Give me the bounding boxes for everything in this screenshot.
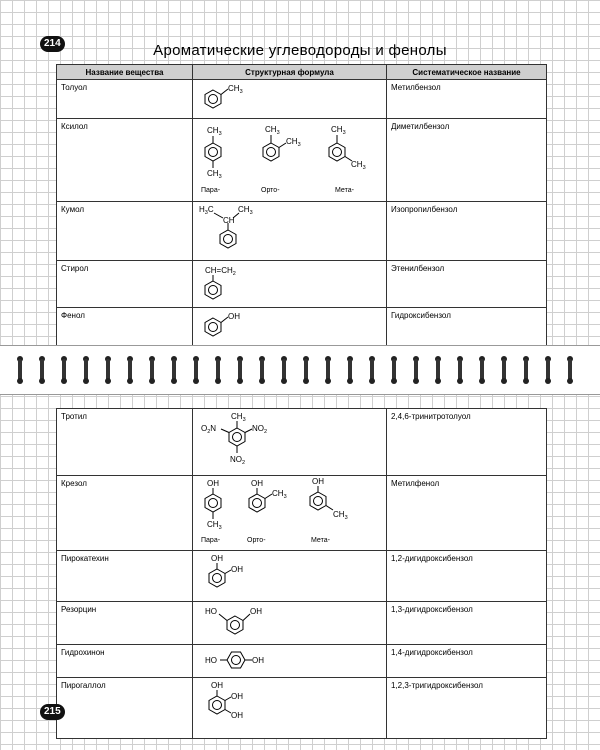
systematic-name: Этенилбензол [387, 261, 547, 308]
svg-text:CH: CH [223, 216, 235, 225]
binding-ring [214, 356, 222, 384]
svg-text:NO2: $NO_2$ [230, 455, 246, 466]
table-row [57, 678, 547, 739]
svg-text:CH3: $CH_3$ [238, 205, 253, 216]
phenol-structure [197, 310, 383, 342]
svg-text:OH: OH [231, 711, 243, 720]
xylene-structures [197, 121, 383, 197]
systematic-name: Диметилбензол [387, 119, 547, 202]
svg-text:OH: OH [312, 478, 324, 486]
structural-formula-styrene [193, 261, 387, 308]
substance-name: Фенол [57, 308, 193, 347]
binding-ring [258, 356, 266, 384]
svg-text:CH3: $CH_3$ [272, 489, 287, 500]
substance-name: Ксилол [57, 119, 193, 202]
svg-text:O2N: $O_2N$ [201, 424, 217, 435]
table-row [57, 308, 547, 347]
structural-formula-hydroquinone [193, 645, 387, 678]
systematic-name: 1,2-дигидроксибензол [387, 551, 547, 602]
binding-ring [346, 356, 354, 384]
systematic-name: 1,3-дигидроксибензол [387, 602, 547, 645]
binding-ring [368, 356, 376, 384]
svg-text:CH=CH2: $CH=CH_2$ [205, 266, 236, 277]
header-systematic: Систематическое название [387, 65, 547, 80]
table-row [57, 202, 547, 261]
spiral-binding [0, 345, 600, 395]
table-row [57, 476, 547, 551]
binding-ring [104, 356, 112, 384]
substance-name: Резорцин [57, 602, 193, 645]
substance-name: Стирол [57, 261, 193, 308]
cresol-structures [197, 478, 383, 546]
svg-text:H3C: $H_3C$ [199, 205, 214, 216]
svg-text:NO2: $NO_2$ [252, 424, 268, 435]
binding-ring [16, 356, 24, 384]
svg-text:HO: HO [205, 607, 217, 616]
table-row [57, 409, 547, 476]
styrene-structure [197, 263, 383, 303]
svg-text:HO: HO [205, 656, 217, 665]
structural-formula-resorcinol [193, 602, 387, 645]
structural-formula-cresol [193, 476, 387, 551]
svg-text:CH3: $CH_3$ [351, 160, 366, 171]
svg-text:OH: OH [251, 479, 263, 488]
binding-ring [126, 356, 134, 384]
svg-text:OH: OH [211, 681, 223, 690]
binding-ring [302, 356, 310, 384]
header-formula: Структурная формула [193, 65, 387, 80]
binding-ring [412, 356, 420, 384]
systematic-name: Гидроксибензол [387, 308, 547, 347]
substance-name: Тротил [57, 409, 193, 476]
substance-name: Толуол [57, 80, 193, 119]
table-header-row [57, 65, 547, 80]
systematic-name: Метилфенол [387, 476, 547, 551]
structural-formula-cumene [193, 202, 387, 261]
substance-name: Крезол [57, 476, 193, 551]
pyrocatechol-structure [197, 553, 383, 597]
meta-label: Мета- [311, 537, 330, 544]
page-title: Ароматические углеводороды и фенолы [153, 42, 447, 59]
binding-ring [324, 356, 332, 384]
svg-text:OH: OH [228, 312, 240, 321]
resorcinol-structure [197, 604, 383, 640]
para-label: Пара- [201, 537, 221, 544]
structural-formula-pyrocatechol [193, 551, 387, 602]
table-row [57, 645, 547, 678]
binding-ring [456, 356, 464, 384]
ortho-label: Орто- [247, 537, 266, 544]
systematic-name: Метилбензол [387, 80, 547, 119]
svg-text:OH: OH [211, 554, 223, 563]
binding-ring [478, 356, 486, 384]
svg-text:CH3: $CH_3$ [207, 520, 222, 531]
svg-text:OH: OH [250, 607, 262, 616]
binding-ring [170, 356, 178, 384]
table-row [57, 551, 547, 602]
structural-formula-tnt [193, 409, 387, 476]
binding-ring [390, 356, 398, 384]
svg-text:CH3: $CH_3$ [231, 412, 246, 423]
page-number-bottom: 215 [40, 704, 65, 720]
binding-ring [280, 356, 288, 384]
binding-ring [236, 356, 244, 384]
structural-formula-phenol [193, 308, 387, 347]
svg-text:OH: OH [207, 479, 219, 488]
substance-name: Кумол [57, 202, 193, 261]
table-row [57, 261, 547, 308]
binding-ring [82, 356, 90, 384]
pyrogallol-structure [197, 680, 383, 734]
svg-text:CH3: $CH_3$ [331, 125, 346, 136]
binding-ring [434, 356, 442, 384]
cumene-structure [197, 204, 383, 256]
bottom-page [0, 392, 600, 750]
binding-ring [544, 356, 552, 384]
table-row [57, 119, 547, 202]
substances-table-top [56, 64, 547, 347]
svg-text:CH3: $CH_3$ [207, 169, 222, 180]
binding-ring [148, 356, 156, 384]
structural-formula-pyrogallol [193, 678, 387, 739]
systematic-name: 1,4-дигидроксибензол [387, 645, 547, 678]
substances-table-bottom [56, 408, 547, 739]
binding-ring [192, 356, 200, 384]
binding-ring [38, 356, 46, 384]
substance-name: Гидрохинон [57, 645, 193, 678]
systematic-name: 1,2,3-тригидроксибензол [387, 678, 547, 739]
svg-text:OH: OH [252, 656, 264, 665]
binding-ring [566, 356, 574, 384]
svg-text:OH: OH [231, 565, 243, 574]
header-name: Название вещества [57, 65, 193, 80]
table-row [57, 80, 547, 119]
structural-formula-toluene [193, 80, 387, 119]
structural-formula-xylene [193, 119, 387, 202]
meta-label: Мета- [335, 187, 354, 194]
para-label: Пара- [201, 187, 221, 194]
systematic-name: 2,4,6-тринитротолуол [387, 409, 547, 476]
svg-text:OH: OH [231, 692, 243, 701]
page-number-top: 214 [40, 36, 65, 52]
svg-text:CH3: $CH_3$ [333, 510, 348, 521]
tnt-structure [197, 411, 383, 471]
top-page [0, 0, 600, 340]
svg-text:CH3: $CH_3$ [228, 84, 243, 95]
binding-ring [60, 356, 68, 384]
binding-ring [522, 356, 530, 384]
substance-name: Пирокатехин [57, 551, 193, 602]
table-row [57, 602, 547, 645]
svg-text:CH3: $CH_3$ [265, 125, 280, 136]
svg-text:CH3: $CH_3$ [207, 126, 222, 137]
binding-ring [500, 356, 508, 384]
toluene-structure [197, 82, 383, 114]
ortho-label: Орто- [261, 187, 280, 194]
hydroquinone-structure [197, 647, 383, 673]
systematic-name: Изопропилбензол [387, 202, 547, 261]
substance-name: Пирогаллол [57, 678, 193, 739]
svg-text:CH3: $CH_3$ [286, 137, 301, 148]
